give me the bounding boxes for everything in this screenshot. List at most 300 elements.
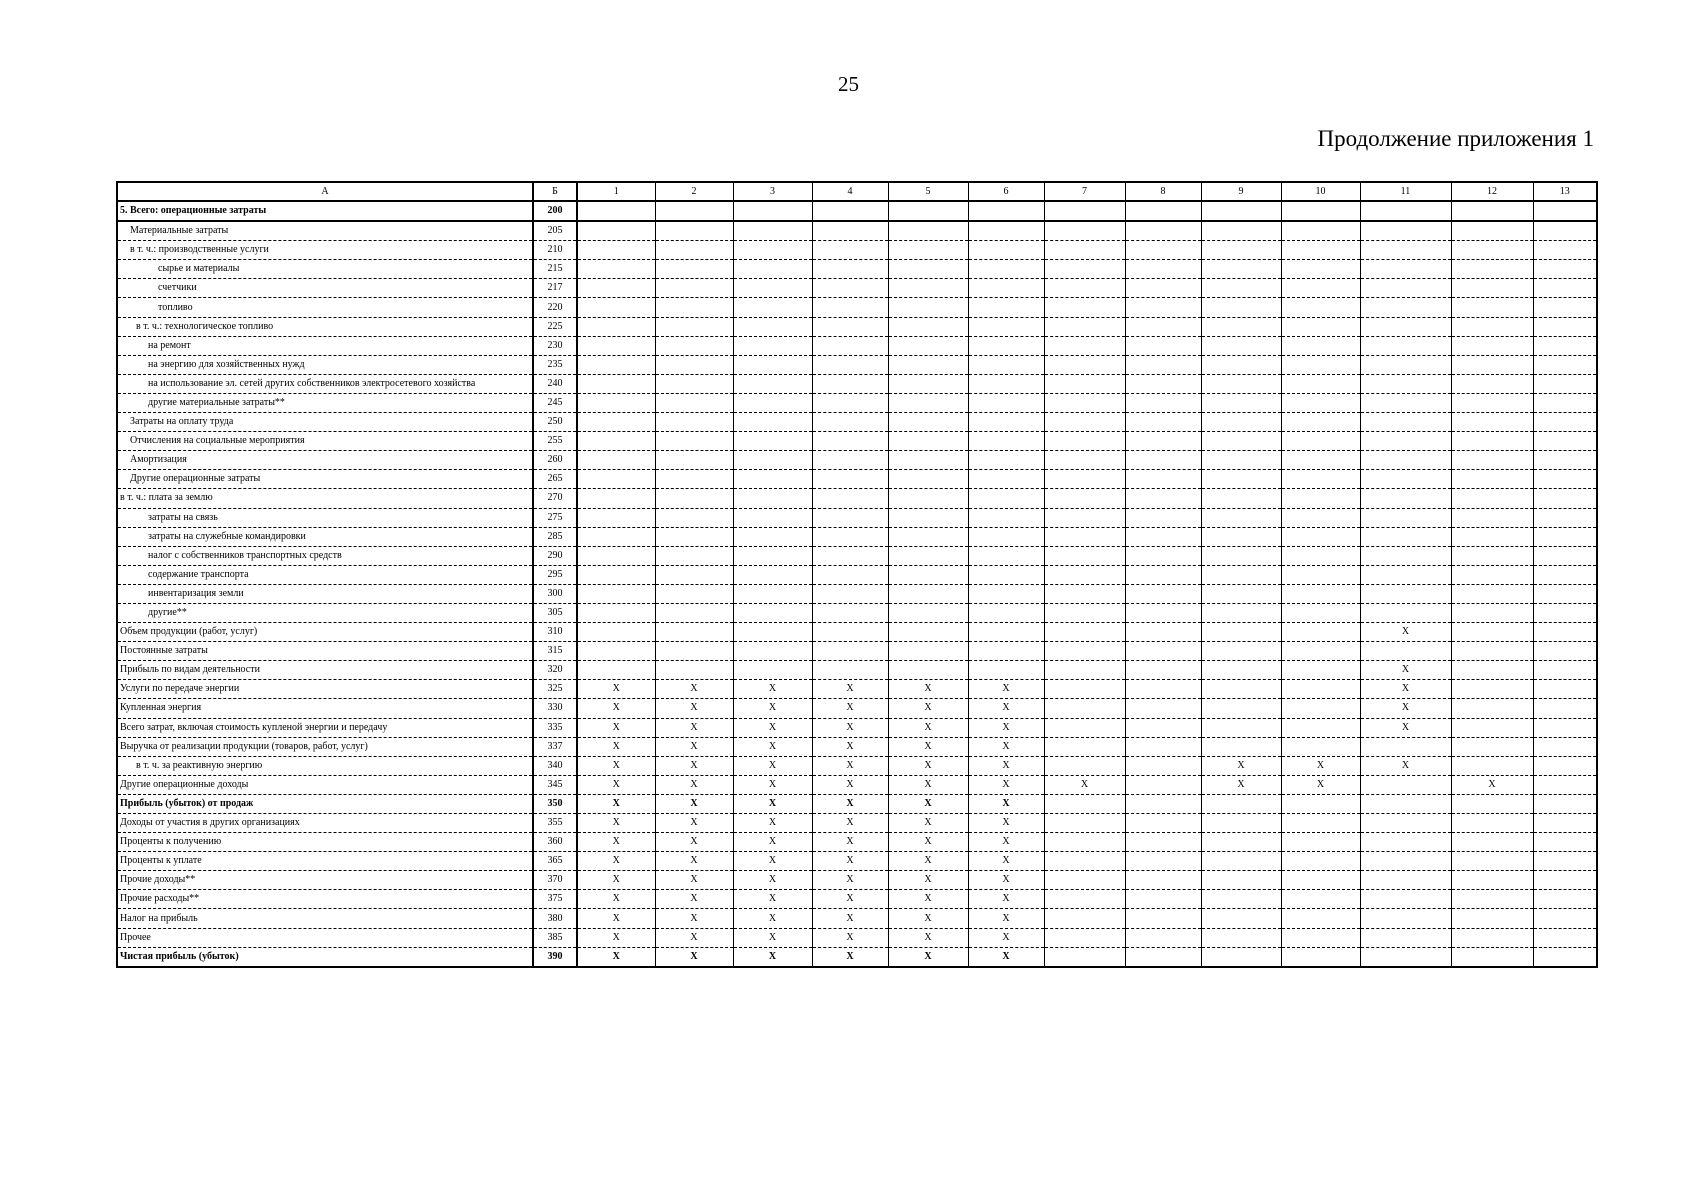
table-cell — [1533, 355, 1597, 374]
table-row — [117, 737, 1597, 756]
table-cell: X — [733, 775, 812, 794]
table-cell — [1281, 527, 1360, 546]
table-cell: X — [968, 794, 1044, 813]
table-cell: X — [812, 699, 888, 718]
table-cell — [1533, 393, 1597, 412]
table-cell — [1281, 718, 1360, 737]
table-cell — [812, 298, 888, 317]
table-cell — [1201, 565, 1281, 584]
table-cell — [733, 355, 812, 374]
table-cell — [1281, 298, 1360, 317]
table-cell — [1281, 947, 1360, 967]
table-cell — [812, 451, 888, 470]
table-cell — [1451, 718, 1533, 737]
table-cell — [1125, 241, 1201, 260]
table-cell — [888, 201, 968, 221]
table-cell — [1125, 642, 1201, 661]
table-cell — [577, 661, 655, 680]
table-cell — [655, 298, 733, 317]
table-cell: X — [888, 756, 968, 775]
row-label: 5. Всего: операционные затраты — [117, 201, 533, 221]
table-cell — [1360, 584, 1451, 603]
table-row — [117, 260, 1597, 279]
table-cell — [1451, 623, 1533, 642]
table-row — [117, 374, 1597, 393]
table-cell — [1044, 699, 1125, 718]
table-cell — [1044, 680, 1125, 699]
table-cell — [1533, 833, 1597, 852]
table-cell — [968, 527, 1044, 546]
table-cell — [655, 221, 733, 241]
page-number: 25 — [838, 72, 859, 96]
table-cell — [577, 201, 655, 221]
table-cell: X — [577, 947, 655, 967]
table-cell: X — [655, 871, 733, 890]
table-cell — [1201, 413, 1281, 432]
table-cell — [1044, 909, 1125, 928]
table-cell — [1281, 393, 1360, 412]
table-cell — [1360, 298, 1451, 317]
table-cell — [655, 451, 733, 470]
table-cell — [1281, 221, 1360, 241]
table-cell — [733, 393, 812, 412]
table-cell — [1451, 852, 1533, 871]
table-cell — [1360, 241, 1451, 260]
table-cell — [1533, 947, 1597, 967]
table-cell — [1533, 546, 1597, 565]
table-cell — [1125, 756, 1201, 775]
table-cell — [1125, 737, 1201, 756]
table-cell — [1044, 737, 1125, 756]
table-row — [117, 680, 1597, 699]
table-cell — [1533, 623, 1597, 642]
table-cell — [1201, 737, 1281, 756]
table-cell — [1451, 413, 1533, 432]
table-cell — [1360, 336, 1451, 355]
table-cell — [1360, 221, 1451, 241]
table-cell — [1044, 298, 1125, 317]
row-code: 290 — [533, 546, 577, 565]
table-cell — [1201, 814, 1281, 833]
table-cell: X — [968, 756, 1044, 775]
row-code: 240 — [533, 374, 577, 393]
row-code: 235 — [533, 355, 577, 374]
table-cell — [968, 413, 1044, 432]
table-cell — [1451, 756, 1533, 775]
table-cell: X — [812, 794, 888, 813]
table-cell: X — [655, 909, 733, 928]
table-cell: X — [968, 699, 1044, 718]
table-cell — [1125, 565, 1201, 584]
table-cell — [812, 546, 888, 565]
table-cell — [1201, 221, 1281, 241]
row-label: Прибыль по видам деятельности — [117, 661, 533, 680]
table-cell — [1125, 718, 1201, 737]
table-cell — [577, 470, 655, 489]
table-cell — [655, 508, 733, 527]
table-cell — [1533, 508, 1597, 527]
table-cell — [1360, 928, 1451, 947]
table-cell — [1201, 260, 1281, 279]
column-header: Б — [533, 182, 577, 201]
table-cell — [1044, 814, 1125, 833]
table-cell: X — [812, 833, 888, 852]
table-cell — [1044, 833, 1125, 852]
table-row — [117, 718, 1597, 737]
table-cell: X — [655, 756, 733, 775]
table-cell — [1451, 374, 1533, 393]
table-cell — [1044, 260, 1125, 279]
table-cell — [812, 317, 888, 336]
table-cell: X — [733, 814, 812, 833]
table-cell — [655, 279, 733, 298]
table-cell — [733, 317, 812, 336]
table-cell — [1533, 527, 1597, 546]
table-cell — [733, 298, 812, 317]
table-cell — [1281, 699, 1360, 718]
row-label: затраты на связь — [117, 508, 533, 527]
table-cell — [1201, 718, 1281, 737]
table-cell — [1125, 279, 1201, 298]
table-cell — [1451, 833, 1533, 852]
table-cell — [655, 546, 733, 565]
row-code: 370 — [533, 871, 577, 890]
table-cell — [968, 565, 1044, 584]
table-cell — [888, 413, 968, 432]
row-code: 295 — [533, 565, 577, 584]
table-cell: X — [968, 947, 1044, 967]
table-cell — [1451, 201, 1533, 221]
table-cell — [1125, 794, 1201, 813]
row-label: Прибыль (убыток) от продаж — [117, 794, 533, 813]
table-cell — [733, 241, 812, 260]
table-cell — [733, 623, 812, 642]
column-header: 13 — [1533, 182, 1597, 201]
table-cell: X — [577, 737, 655, 756]
row-code: 285 — [533, 527, 577, 546]
column-header: А — [117, 182, 533, 201]
row-label: Налог на прибыль — [117, 909, 533, 928]
table-cell — [733, 470, 812, 489]
table-cell — [968, 470, 1044, 489]
table-cell: X — [888, 909, 968, 928]
table-cell — [1281, 661, 1360, 680]
table-cell — [577, 603, 655, 622]
column-header: 5 — [888, 182, 968, 201]
table-cell — [733, 451, 812, 470]
table-cell — [1451, 909, 1533, 928]
column-header: 3 — [733, 182, 812, 201]
row-label: Прочие расходы** — [117, 890, 533, 909]
table-cell — [1044, 355, 1125, 374]
table-cell — [1281, 833, 1360, 852]
table-cell: X — [888, 680, 968, 699]
table-cell — [812, 603, 888, 622]
table-cell — [1451, 680, 1533, 699]
table-cell — [1201, 508, 1281, 527]
table-cell — [1281, 852, 1360, 871]
table-cell — [968, 623, 1044, 642]
table-cell — [1533, 279, 1597, 298]
table-cell — [968, 279, 1044, 298]
table-cell — [888, 221, 968, 241]
table-cell — [1533, 298, 1597, 317]
table-cell — [1360, 814, 1451, 833]
row-label: налог с собственников транспортных средств — [117, 546, 533, 565]
row-label: сырье и материалы — [117, 260, 533, 279]
table-cell — [577, 432, 655, 451]
table-cell — [812, 642, 888, 661]
table-body — [117, 201, 1597, 967]
table-cell — [1533, 909, 1597, 928]
table-cell: X — [888, 718, 968, 737]
table-row — [117, 909, 1597, 928]
row-label: Чистая прибыль (убыток) — [117, 947, 533, 967]
table-cell — [1533, 756, 1597, 775]
table-cell: X — [1360, 680, 1451, 699]
table-cell: X — [1360, 661, 1451, 680]
table-cell — [1281, 355, 1360, 374]
table-cell: X — [655, 814, 733, 833]
table-cell — [1125, 201, 1201, 221]
table-row — [117, 336, 1597, 355]
table-cell — [1201, 470, 1281, 489]
table-cell — [1125, 814, 1201, 833]
table-cell — [733, 642, 812, 661]
table-cell — [812, 623, 888, 642]
table-cell: X — [577, 756, 655, 775]
row-label: инвентаризация земли — [117, 584, 533, 603]
table-cell — [888, 603, 968, 622]
table-cell — [655, 393, 733, 412]
table-cell — [1533, 451, 1597, 470]
table-cell — [1201, 451, 1281, 470]
table-cell — [1125, 413, 1201, 432]
table-cell — [888, 241, 968, 260]
table-row — [117, 890, 1597, 909]
table-cell: X — [812, 814, 888, 833]
row-code: 320 — [533, 661, 577, 680]
table-cell — [1044, 642, 1125, 661]
table-cell: X — [812, 756, 888, 775]
table-cell: X — [812, 928, 888, 947]
table-cell — [1044, 201, 1125, 221]
table-cell — [733, 546, 812, 565]
table-cell — [1281, 680, 1360, 699]
row-label: на энергию для хозяйственных нужд — [117, 355, 533, 374]
table-cell — [577, 584, 655, 603]
table-cell — [577, 221, 655, 241]
table-cell: X — [968, 814, 1044, 833]
row-label: содержание транспорта — [117, 565, 533, 584]
table-cell — [812, 201, 888, 221]
table-cell — [577, 413, 655, 432]
table-row — [117, 201, 1597, 221]
table-cell — [888, 565, 968, 584]
table-cell — [1044, 470, 1125, 489]
row-label: на использование эл. сетей других собственников электросетевого хозяйства — [117, 374, 533, 393]
table-cell — [1360, 527, 1451, 546]
row-code: 200 — [533, 201, 577, 221]
table-cell — [1125, 584, 1201, 603]
table-cell: X — [733, 699, 812, 718]
row-code: 220 — [533, 298, 577, 317]
table-cell — [733, 508, 812, 527]
table-cell — [577, 508, 655, 527]
header-row — [117, 182, 1597, 201]
table-cell — [1044, 623, 1125, 642]
table-cell — [1201, 661, 1281, 680]
table-row — [117, 393, 1597, 412]
table-cell — [655, 260, 733, 279]
table-cell — [733, 201, 812, 221]
table-cell — [812, 260, 888, 279]
table-cell: X — [1201, 756, 1281, 775]
table-cell — [577, 642, 655, 661]
table-cell: X — [968, 928, 1044, 947]
table-row — [117, 241, 1597, 260]
table-cell — [1360, 871, 1451, 890]
table-cell: X — [888, 890, 968, 909]
table-cell — [812, 508, 888, 527]
table-cell — [1533, 661, 1597, 680]
table-cell — [1201, 680, 1281, 699]
table-cell: X — [812, 775, 888, 794]
table-cell — [1125, 546, 1201, 565]
table-cell — [1360, 201, 1451, 221]
table-cell: X — [655, 890, 733, 909]
table-cell — [1533, 928, 1597, 947]
table-cell — [1125, 393, 1201, 412]
table-cell: X — [888, 775, 968, 794]
table-cell — [1201, 871, 1281, 890]
table-cell — [1125, 355, 1201, 374]
table-cell — [1201, 279, 1281, 298]
table-row — [117, 871, 1597, 890]
table-cell — [1281, 871, 1360, 890]
table-cell: X — [888, 871, 968, 890]
table-cell — [1451, 603, 1533, 622]
table-cell — [655, 661, 733, 680]
table-cell — [1125, 432, 1201, 451]
table-cell — [1201, 928, 1281, 947]
table-cell — [812, 470, 888, 489]
table-cell — [812, 241, 888, 260]
row-code: 275 — [533, 508, 577, 527]
table-cell: X — [577, 890, 655, 909]
table-cell — [1125, 260, 1201, 279]
table-cell — [655, 201, 733, 221]
table-cell — [1044, 546, 1125, 565]
column-header: 2 — [655, 182, 733, 201]
table-cell — [1201, 527, 1281, 546]
table-cell — [968, 241, 1044, 260]
table-cell — [1044, 393, 1125, 412]
row-code: 310 — [533, 623, 577, 642]
table-cell: X — [733, 871, 812, 890]
table-cell — [1125, 374, 1201, 393]
table-cell: X — [1360, 718, 1451, 737]
table-cell: X — [577, 871, 655, 890]
table-cell — [1360, 374, 1451, 393]
table-cell: X — [888, 928, 968, 947]
table-cell — [1451, 699, 1533, 718]
table-cell — [812, 432, 888, 451]
table-cell: X — [733, 794, 812, 813]
table-cell — [1125, 221, 1201, 241]
table-cell: X — [812, 737, 888, 756]
table-cell: X — [888, 794, 968, 813]
table-row — [117, 584, 1597, 603]
appendix-continuation-title: Продолжение приложения 1 — [1317, 126, 1594, 151]
table-cell — [1201, 794, 1281, 813]
table-cell: X — [577, 718, 655, 737]
row-label: Выручка от реализации продукции (товаров, работ, услуг) — [117, 737, 533, 756]
table-cell — [1533, 241, 1597, 260]
table-cell — [1533, 584, 1597, 603]
table-cell — [1125, 470, 1201, 489]
table-cell — [655, 603, 733, 622]
table-cell — [1533, 317, 1597, 336]
row-code: 385 — [533, 928, 577, 947]
table-cell: X — [888, 737, 968, 756]
row-label: в т. ч.: плата за землю — [117, 489, 533, 508]
table-cell — [1281, 201, 1360, 221]
table-cell — [1451, 432, 1533, 451]
table-cell — [1201, 355, 1281, 374]
table-cell — [968, 298, 1044, 317]
table-cell: X — [655, 833, 733, 852]
table-cell: X — [577, 833, 655, 852]
table-cell — [1360, 260, 1451, 279]
table-cell — [577, 279, 655, 298]
row-code: 365 — [533, 852, 577, 871]
table-cell — [1451, 489, 1533, 508]
table-cell — [1360, 470, 1451, 489]
table-cell — [888, 661, 968, 680]
table-cell — [1281, 432, 1360, 451]
row-code: 390 — [533, 947, 577, 967]
table-cell: X — [733, 947, 812, 967]
table-cell — [655, 642, 733, 661]
table-cell: X — [733, 680, 812, 699]
table-cell — [1451, 565, 1533, 584]
column-header: 9 — [1201, 182, 1281, 201]
table-cell — [1044, 603, 1125, 622]
table-cell — [1533, 489, 1597, 508]
table-cell — [1201, 298, 1281, 317]
table-cell: X — [655, 699, 733, 718]
table-cell — [968, 603, 1044, 622]
table-cell: X — [655, 794, 733, 813]
table-cell — [733, 565, 812, 584]
table-cell — [968, 201, 1044, 221]
table-cell — [968, 489, 1044, 508]
table-cell — [733, 279, 812, 298]
table-cell — [1533, 718, 1597, 737]
table-cell — [1125, 298, 1201, 317]
table-cell — [1125, 928, 1201, 947]
table-cell — [1201, 852, 1281, 871]
table-cell — [1044, 413, 1125, 432]
table-cell — [1533, 737, 1597, 756]
table-cell — [968, 355, 1044, 374]
table-cell — [1201, 603, 1281, 622]
table-cell: X — [888, 947, 968, 967]
table-cell — [968, 260, 1044, 279]
table-cell — [1201, 584, 1281, 603]
table-cell — [1533, 890, 1597, 909]
